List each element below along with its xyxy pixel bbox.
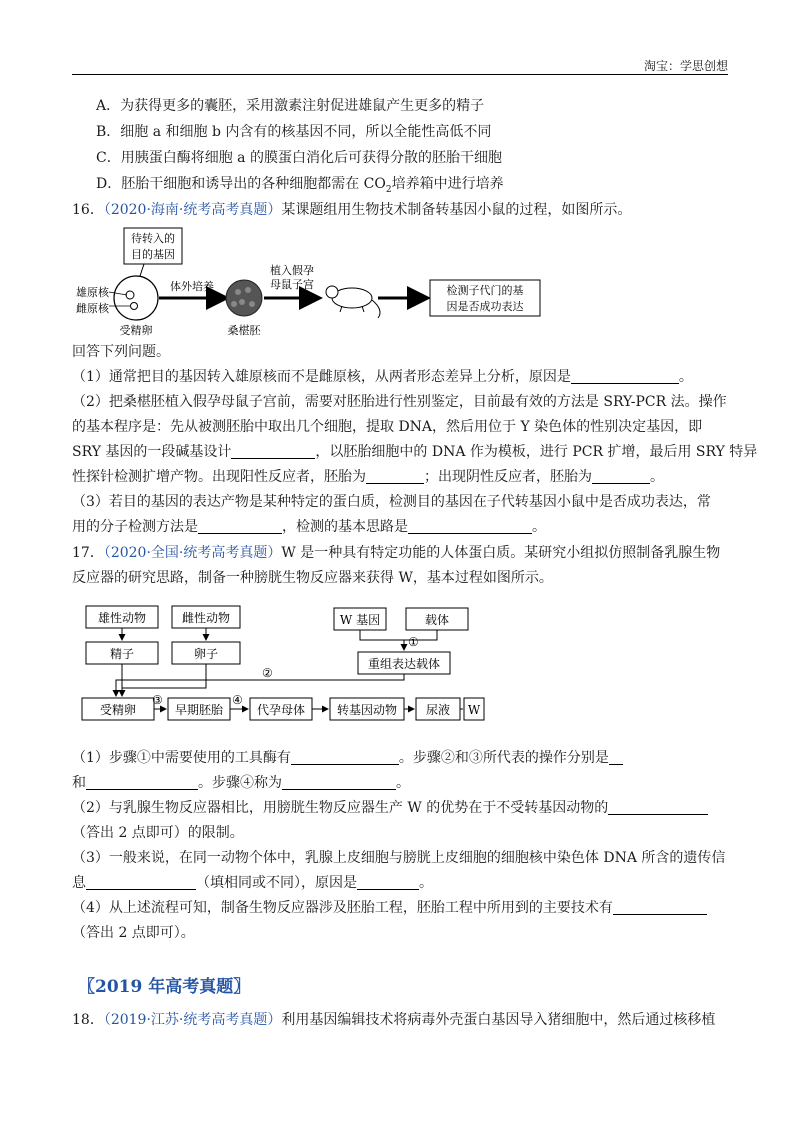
q18-source: （2019·江苏·统考高考真题）: [103, 1012, 282, 1028]
q17-stem-line2: 反应器的研究思路，制备一种膀胱生物反应器来获得 W，基本过程如图所示。: [72, 570, 553, 586]
q16-part3-line2: 用的分子检测方法是 ，检测的基本思路是 。: [72, 519, 546, 535]
q16-part2-line1: （2）把桑椹胚植入假孕母鼠子宫前，需要对胚胎进行性别鉴定，目前最有效的方法是 SRY-PCR 法。操作: [72, 394, 727, 410]
zygote-label: 受精卵: [99, 703, 137, 717]
q16-part2-line4: 性探针检测扩增产物。出现阳性反应者，胚胎为 ；出现阴性反应者，胚胎为 。: [72, 469, 664, 485]
q17-part4-line1: （4）从上述流程可知，制备生物反应器涉及胚胎工程，胚胎工程中所用到的主要技术有: [72, 898, 732, 918]
female-label: 雌性动物: [181, 611, 231, 625]
gene-box-line2: 目的基因: [131, 248, 175, 261]
step1-label: ①: [408, 635, 419, 649]
q16-part2-line3: SRY 基因的一段碱基设计 ，以胚胎细胞中的 DNA 作为模板，进行 PCR 扩增，最后用 SRY 特异: [72, 444, 758, 460]
zygote-circle: [114, 276, 158, 320]
step2-label: ②: [262, 666, 273, 680]
blank[interactable]: [86, 875, 196, 890]
q17-part1-line2: 和 。步骤④称为 。: [72, 775, 410, 791]
male-label: 雄性动物: [97, 611, 147, 625]
blank[interactable]: [282, 775, 396, 790]
w-label: W: [467, 703, 481, 717]
q16-part3-line1: （3）若目的基因的表达产物是某种特定的蛋白质，检测目的基因在子代转基因小鼠中是否成功表达，常: [72, 494, 711, 510]
q17-part2-line2: （答出 2 点即可）的限制。: [72, 825, 244, 841]
blank[interactable]: [592, 469, 650, 484]
blank[interactable]: [86, 775, 198, 790]
header-rule: [72, 74, 728, 75]
blank[interactable]: [357, 875, 419, 890]
blank[interactable]: [571, 369, 679, 384]
q16-part1: （1）通常把目的基因转入雄原核而不是雌原核，从两者形态差异上分析，原因是 。: [72, 369, 693, 385]
q16-diagram: [72, 222, 552, 340]
zygote-label: 受精卵: [119, 324, 153, 337]
blank[interactable]: [608, 800, 708, 815]
blank[interactable]: [198, 519, 282, 534]
option-c: C．用胰蛋白酶将细胞 a 的膜蛋白消化后可获得分散的胚胎干细胞: [96, 150, 502, 166]
q16-source: （2020·海南·统考高考真题）: [103, 202, 282, 218]
option-b: B．细胞 a 和细胞 b 内含有的核基因不同，所以全能性高低不同: [96, 124, 492, 140]
q17-diagram: [72, 600, 492, 730]
q17-stem: 17．（2020·全国·统考高考真题）W 是一种具有特定功能的人体蛋白质。某研究小组拟仿照制备乳腺生物: [72, 545, 721, 561]
co2-subscript: 2: [385, 184, 392, 195]
surrogate-label: 代孕母体: [256, 703, 306, 717]
q16-stem: 16．（2020·海南·统考高考真题）某课题组用生物技术制备转基因小鼠的过程，如图所示。: [72, 202, 632, 218]
morula-label: 桑椹胚: [227, 324, 261, 337]
mouse-icon: [326, 286, 380, 318]
blank[interactable]: [366, 469, 424, 484]
implant-label-2: 母鼠子宫: [270, 278, 314, 291]
step3-label: ③: [152, 693, 163, 707]
q17-part1-line1: （1）步骤①中需要使用的工具酶有 。步骤②和③所代表的操作分别是: [72, 748, 732, 768]
q17-part2-line1: （2）与乳腺生物反应器相比，用膀胱生物反应器生产 W 的优势在于不受转基因动物的: [72, 798, 732, 818]
male-nucleus-label: 雄原核: [76, 286, 109, 299]
recombinant-label: 重组表达载体: [367, 657, 441, 671]
q16-answer-prompt: 回答下列问题。: [72, 344, 170, 360]
result-line1: 检测子代门的基: [446, 284, 524, 297]
page-header: 淘宝：学思创想: [643, 59, 728, 73]
gene-box-line1: 待转入的: [131, 232, 175, 245]
option-a: A．为获得更多的囊胚，采用激素注射促进雄鼠产生更多的精子: [96, 98, 485, 114]
culture-label: 体外培养: [170, 280, 214, 293]
female-nucleus-label: 雌原核: [76, 302, 109, 315]
wgene-label: W 基因: [339, 613, 381, 627]
embryo-label: 早期胚胎: [174, 703, 224, 717]
q18-stem: 18．（2019·江苏·统考高考真题）利用基因编辑技术将病毒外壳蛋白基因导入猪细胞中，然后通过核移植: [72, 1012, 716, 1028]
blank[interactable]: [609, 750, 623, 765]
q16-part2-line2: 的基本程序是：先从被测胚胎中取出几个细胞，提取 DNA，然后用位于 Y 染色体的性别决定基因，即: [72, 419, 703, 435]
egg-label: 卵子: [193, 647, 219, 661]
sperm-label: 精子: [109, 647, 135, 661]
blank[interactable]: [291, 750, 399, 765]
q17-source: （2020·全国·统考高考真题）: [103, 545, 282, 561]
step4-label: ④: [232, 693, 243, 707]
option-d: D．胚胎干细胞和诱导出的各种细胞都需在 $CO_2$培养箱中进行培养: [96, 176, 504, 195]
blank[interactable]: [231, 444, 315, 459]
morula-ball: [226, 280, 262, 316]
urine-label: 尿液: [425, 703, 451, 717]
blank[interactable]: [408, 519, 532, 534]
q17-part4-line2: （答出 2 点即可）。: [72, 925, 195, 941]
transgenic-label: 转基因动物: [336, 703, 398, 717]
q17-part3-line2: 息 （填相同或不同），原因是 。: [72, 875, 433, 891]
q17-part3-line1: （3）一般来说，在同一动物个体中，乳腺上皮细胞与膀胱上皮细胞的细胞核中染色体 DNA 所含的遗传信: [72, 850, 726, 866]
section-heading: 〖2019 年高考真题〗: [78, 977, 251, 997]
result-line2: 因是否成功表达: [446, 300, 524, 313]
vector-label: 载体: [424, 613, 450, 627]
blank[interactable]: [613, 900, 707, 915]
implant-label-1: 植入假孕: [270, 264, 314, 277]
